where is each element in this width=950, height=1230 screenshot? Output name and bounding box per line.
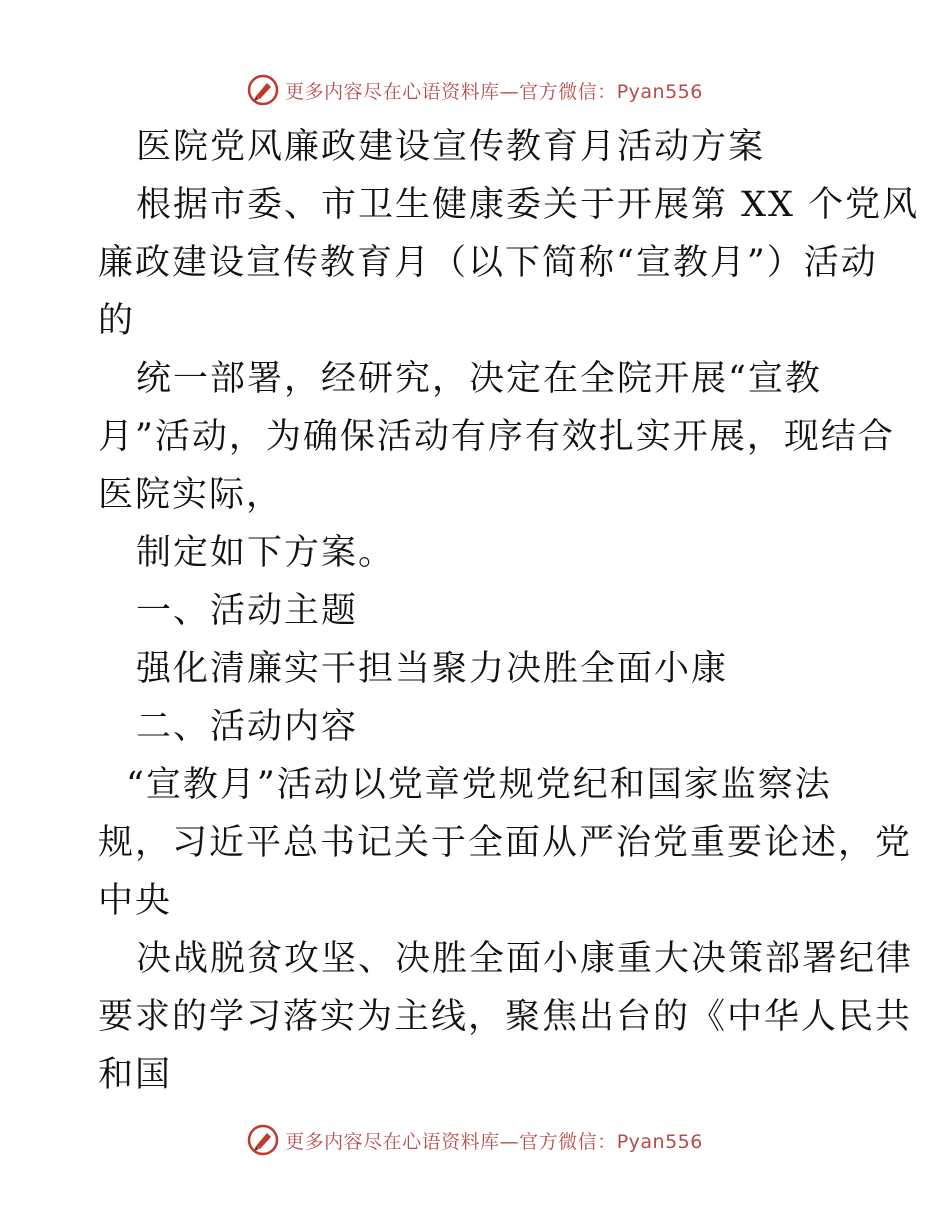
paragraph-line: 的 — [98, 301, 136, 341]
watermark-site: 更多内容尽在心语资料库 — [285, 1130, 500, 1153]
pen-logo-icon — [247, 1124, 279, 1156]
paragraph-line: 规，习近平总书记关于全面从严治党重要论述，党 — [98, 823, 913, 863]
paragraph-line: 决战脱贫攻坚、决胜全面小康重大决策部署纪律 — [136, 939, 914, 979]
pen-logo-icon — [247, 74, 279, 106]
document-body — [98, 118, 920, 1104]
paragraph-line: 廉政建设宣传教育月（以下简称“宣教月”）活动 — [98, 243, 878, 283]
watermark-text — [285, 1127, 703, 1154]
footer-watermark — [0, 1120, 950, 1160]
watermark-text — [285, 77, 703, 104]
paragraph-line: 制定如下方案。 — [136, 533, 396, 573]
paragraph-line: 要求的学习落实为主线，聚焦出台的《中华人民共 — [98, 997, 913, 1037]
paragraph-line: 医院实际， — [98, 475, 284, 515]
paragraph-line: 中央 — [98, 881, 173, 921]
paragraph-line: 和国 — [98, 1055, 173, 1095]
document-title: 医院党风廉政建设宣传教育月活动方案 — [136, 127, 766, 167]
watermark-site: 更多内容尽在心语资料库 — [285, 80, 500, 103]
watermark-wechat-label: 官方微信： — [519, 80, 617, 103]
header-watermark — [0, 70, 950, 110]
watermark-wechat-id: Pyan556 — [616, 80, 703, 103]
paragraph-line: 月”活动，为确保活动有序有效扎实开展，现结合 — [98, 417, 895, 457]
watermark-wechat-label: 官方微信： — [519, 1130, 617, 1153]
paragraph-line: 根据市委、市卫生健康委关于开展第 XX 个党风 — [136, 185, 920, 225]
section-heading: 二、活动内容 — [136, 707, 359, 747]
watermark-dash: — — [499, 80, 520, 103]
paragraph-line: “宣教月”活动以党章党规党纪和国家监察法 — [126, 765, 832, 805]
paragraph-line: 统一部署，经研究，决定在全院开展“宣教 — [136, 359, 822, 399]
watermark-wechat-id: Pyan556 — [616, 1130, 703, 1153]
watermark-dash: — — [499, 1130, 520, 1153]
paragraph-line: 强化清廉实干担当聚力决胜全面小康 — [136, 649, 729, 689]
section-heading: 一、活动主题 — [136, 591, 359, 631]
